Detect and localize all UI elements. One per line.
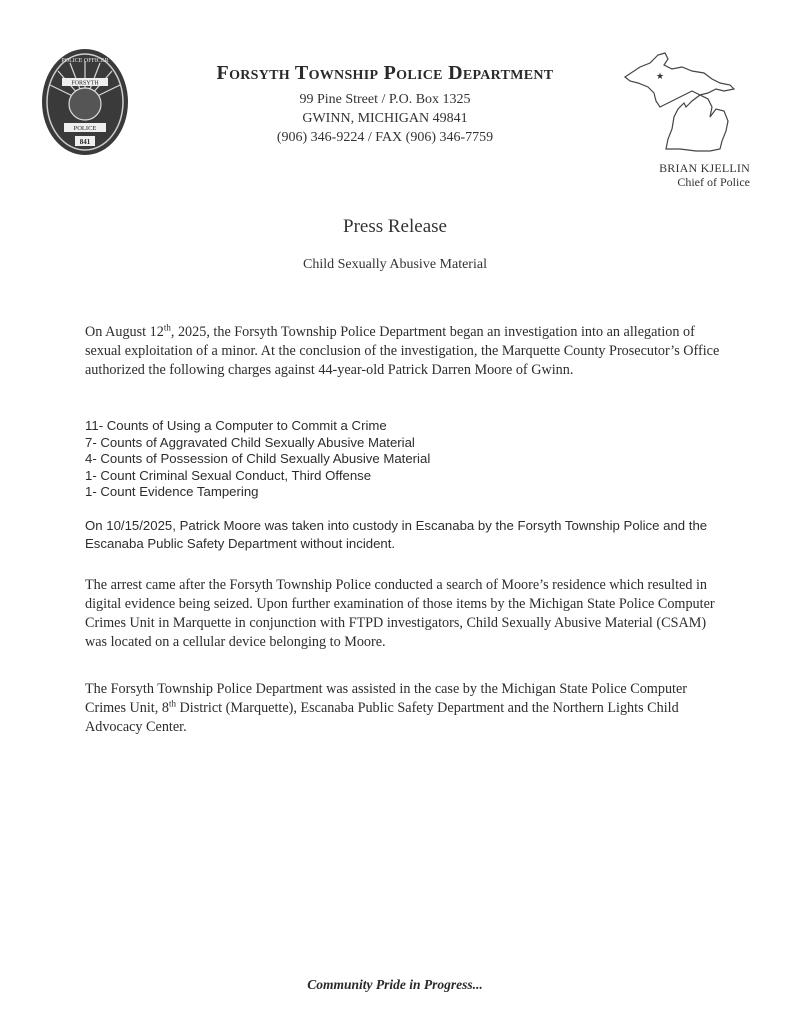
charge-item: 4- Counts of Possession of Child Sexually Abusive Material [85, 451, 431, 466]
badge-banner-text: FORSYTH [71, 80, 99, 87]
paragraph-text: The Forsyth Township Police Department was assisted in the case by the Michigan State Police Computer Crimes Unit, 8 [85, 681, 687, 716]
svg-text:★: ★ [655, 71, 665, 81]
paragraph-text: On August 12 [85, 324, 164, 340]
charge-item: 11- Counts of Using a Computer to Commit a Crime [85, 418, 387, 433]
paragraph-text: , 2025, the Forsyth Township Police Department began an investigation into an allegation of sexual exploitation of a minor. At the conclusion of the investigation, the Marquette County Prosecutor’s Office authorized the following charges against 44-year-old Patrick Darren Moore of Gwinn. [85, 324, 720, 378]
badge-bottom-text: POLICE [73, 125, 97, 132]
paragraph-custody: On 10/15/2025, Patrick Moore was taken into custody in Escanaba by the Forsyth Township Police and the Escanaba Public Safety Department without incident. [85, 518, 708, 551]
paragraph-investigation [85, 323, 725, 380]
badge-number: 841 [79, 138, 91, 146]
address-line-1: 99 Pine Street / P.O. Box 1325 [299, 92, 471, 107]
paragraph-assistance [85, 680, 725, 737]
michigan-map-icon [620, 45, 755, 165]
department-name: Forsyth Township Police Department [216, 62, 554, 84]
paragraph-text: District (Marquette), Escanaba Public Safety Department and the Northern Lights Child Advocacy Center. [85, 700, 679, 735]
ordinal-suffix: th [168, 698, 176, 709]
charge-item: 1- Count Criminal Sexual Conduct, Third Offense [85, 467, 372, 483]
badge-top-text: POLICE OFFICER [61, 58, 109, 64]
charge-item: 1- Count Evidence Tampering [85, 484, 259, 499]
police-badge-icon [40, 47, 130, 157]
chief-title: Chief of Police [677, 175, 750, 189]
document-subtitle: Child Sexually Abusive Material [303, 257, 487, 272]
document-title: Press Release [343, 216, 447, 237]
ordinal-suffix: th [163, 322, 171, 333]
paragraph-arrest-details: The arrest came after the Forsyth Township Police conducted a search of Moore’s residence which resulted in digital evidence being seized. Upon further examination of those items by the Michigan State Police Computer Crimes Unit in Marquette in conjunction with FTPD investigators, Child Sexually Abusive Material (CSAM) was located on a cellular device belonging to Moore. [85, 577, 715, 650]
chief-name: BRIAN KJELLIN [659, 161, 750, 175]
phone-fax-line: (906) 346-9224 / FAX (906) 346-7759 [276, 130, 494, 145]
footer-motto: Community Pride in Progress... [307, 977, 483, 992]
charge-item: 7- Counts of Aggravated Child Sexually Abusive Material [85, 434, 415, 450]
charges-list [85, 418, 585, 501]
address-line-2: GWINN, MICHIGAN 49841 [302, 111, 468, 126]
